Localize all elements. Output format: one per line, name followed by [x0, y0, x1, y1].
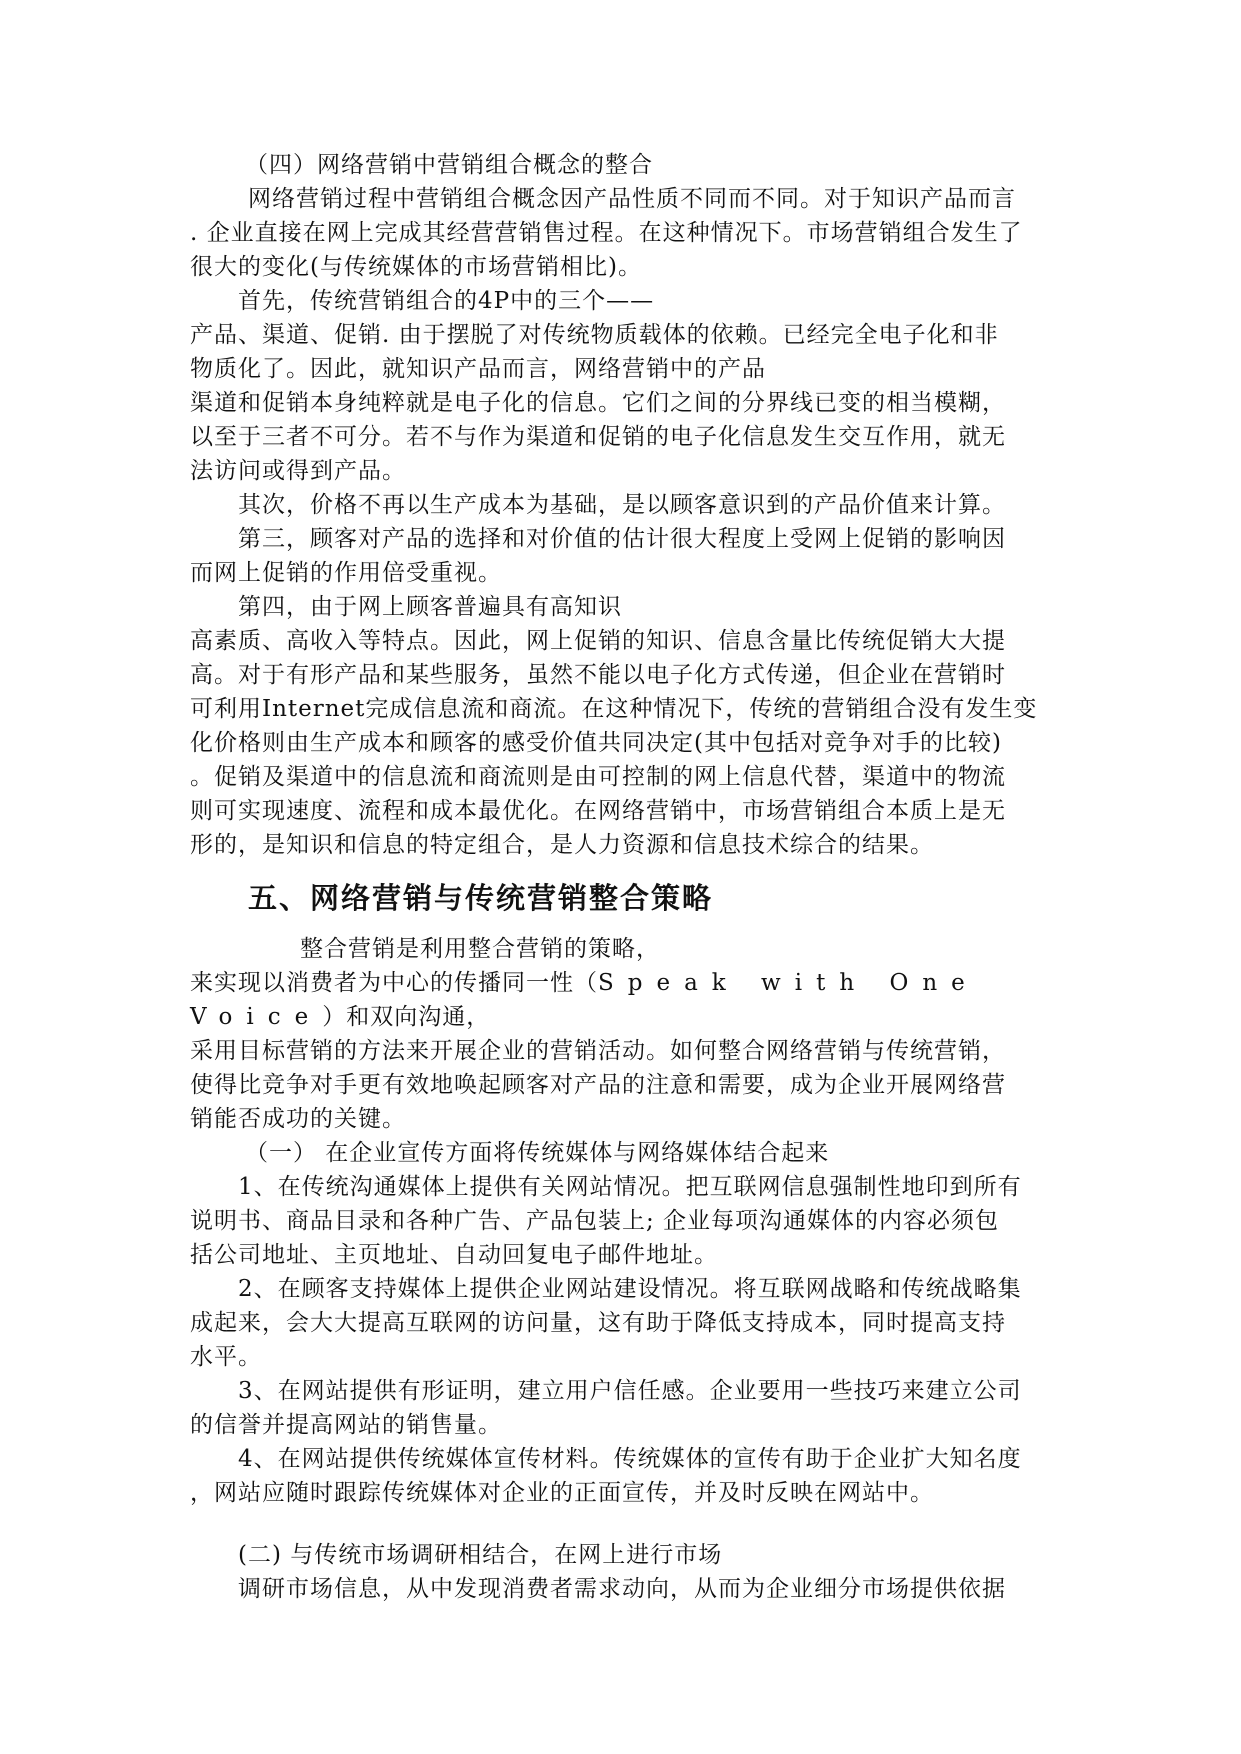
- paragraph-line: 成起来，会大大提高互联网的访问量，这有助于降低支持成本，同时提高支持: [190, 1310, 1006, 1336]
- paragraph-line: 的信誉并提高网站的销售量。: [190, 1412, 502, 1438]
- paragraph-line: 水平。: [190, 1344, 262, 1370]
- paragraph-line: 说明书、商品目录和各种广告、产品包装上; 企业每项沟通媒体的内容必须包: [190, 1208, 1000, 1234]
- paragraph-line: 渠道和促销本身纯粹就是电子化的信息。它们之间的分界线已变的相当模糊，: [190, 390, 1006, 416]
- english-phrase: Speak with One: [598, 970, 979, 996]
- paragraph-line: 首先，传统营销组合的4P中的三个——: [238, 288, 655, 314]
- subsection-1-title: （一） 在企业宣传方面将传统媒体与网络媒体结合起来: [245, 1140, 830, 1166]
- paragraph-line: 3、在网站提供有形证明，建立用户信任感。企业要用一些技巧来建立公司: [238, 1378, 1022, 1404]
- paragraph-line: 2、在顾客支持媒体上提供企业网站建设情况。将互联网战略和传统战略集: [238, 1276, 1022, 1302]
- paragraph-line: 使得比竞争对手更有效地唤起顾客对产品的注意和需要，成为企业开展网络营: [190, 1072, 1006, 1098]
- paragraph-line: 而网上促销的作用倍受重视。: [190, 560, 502, 586]
- paragraph-line: 高素质、高收入等特点。因此，网上促销的知识、信息含量比传统促销大大提: [190, 628, 1006, 654]
- section-4-title: （四）网络营销中营销组合概念的整合: [245, 152, 653, 178]
- paragraph-line: 网络营销过程中营销组合概念因产品性质不同而不同。对于知识产品而言: [248, 186, 1016, 212]
- paragraph-line: 很大的变化(与传统媒体的市场营销相比)。: [190, 254, 642, 280]
- paragraph-line: 括公司地址、主页地址、自动回复电子邮件地址。: [190, 1242, 718, 1268]
- paragraph-line: 采用目标营销的方法来开展企业的营销活动。如何整合网络营销与传统营销，: [190, 1038, 1006, 1064]
- paragraph-line: [190, 968, 979, 998]
- paragraph-line: 第四，由于网上顾客普遍具有高知识: [238, 594, 622, 620]
- paragraph-line: 形的，是知识和信息的特定组合，是人力资源和信息技术综合的结果。: [190, 832, 934, 858]
- paragraph-line: 物质化了。因此，就知识产品而言，网络营销中的产品: [190, 356, 766, 382]
- paragraph-line: 销能否成功的关键。: [190, 1106, 406, 1132]
- paragraph-line: 高。对于有形产品和某些服务，虽然不能以电子化方式传递，但企业在营销时: [190, 662, 1006, 688]
- paragraph-line: 可利用Internet完成信息流和商流。在这种情况下，传统的营销组合没有发生变: [190, 696, 1038, 722]
- paragraph-line: 其次，价格不再以生产成本为基础，是以顾客意识到的产品价值来计算。: [238, 492, 1006, 518]
- text-segment: 来实现以消费者为中心的传播同一性（: [190, 970, 598, 996]
- paragraph-line: 1、在传统沟通媒体上提供有关网站情况。把互联网信息强制性地印到所有: [238, 1174, 1022, 1200]
- paragraph-line: 调研市场信息，从中发现消费者需求动向，从而为企业细分市场提供依据: [238, 1576, 1006, 1602]
- paragraph-line: . 企业直接在网上完成其经营营销售过程。在这种情况下。市场营销组合发生了: [190, 220, 1023, 246]
- paragraph-line: [190, 1002, 490, 1032]
- paragraph-line: 第三，顾客对产品的选择和对价值的估计很大程度上受网上促销的影响因: [238, 526, 1006, 552]
- paragraph-line: 产品、渠道、促销. 由于摆脱了对传统物质载体的依赖。已经完全电子化和非: [190, 322, 999, 348]
- subsection-2-title: (二) 与传统市场调研相结合，在网上进行市场: [238, 1542, 723, 1568]
- paragraph-line: 以至于三者不可分。若不与作为渠道和促销的电子化信息发生交互作用，就无: [190, 424, 1006, 450]
- paragraph-line: 则可实现速度、流程和成本最优化。在网络营销中，市场营销组合本质上是无: [190, 798, 1006, 824]
- paragraph-line: 整合营销是利用整合营销的策略，: [300, 936, 660, 962]
- section-5-heading: 五、网络营销与传统营销整合策略: [248, 881, 714, 915]
- paragraph-line: 化价格则由生产成本和顾客的感受价值共同决定(其中包括对竞争对手的比较): [190, 730, 1002, 756]
- paragraph-line: 法访问或得到产品。: [190, 458, 406, 484]
- paragraph-line: 。促销及渠道中的信息流和商流则是由可控制的网上信息代替，渠道中的物流: [190, 764, 1006, 790]
- text-segment: ）和双向沟通，: [322, 1004, 491, 1030]
- paragraph-line: 4、在网站提供传统媒体宣传材料。传统媒体的宣传有助于企业扩大知名度: [238, 1446, 1022, 1472]
- english-phrase: Voice: [190, 1004, 323, 1030]
- paragraph-line: ，网站应随时跟踪传统媒体对企业的正面宣传，并及时反映在网站中。: [190, 1480, 934, 1506]
